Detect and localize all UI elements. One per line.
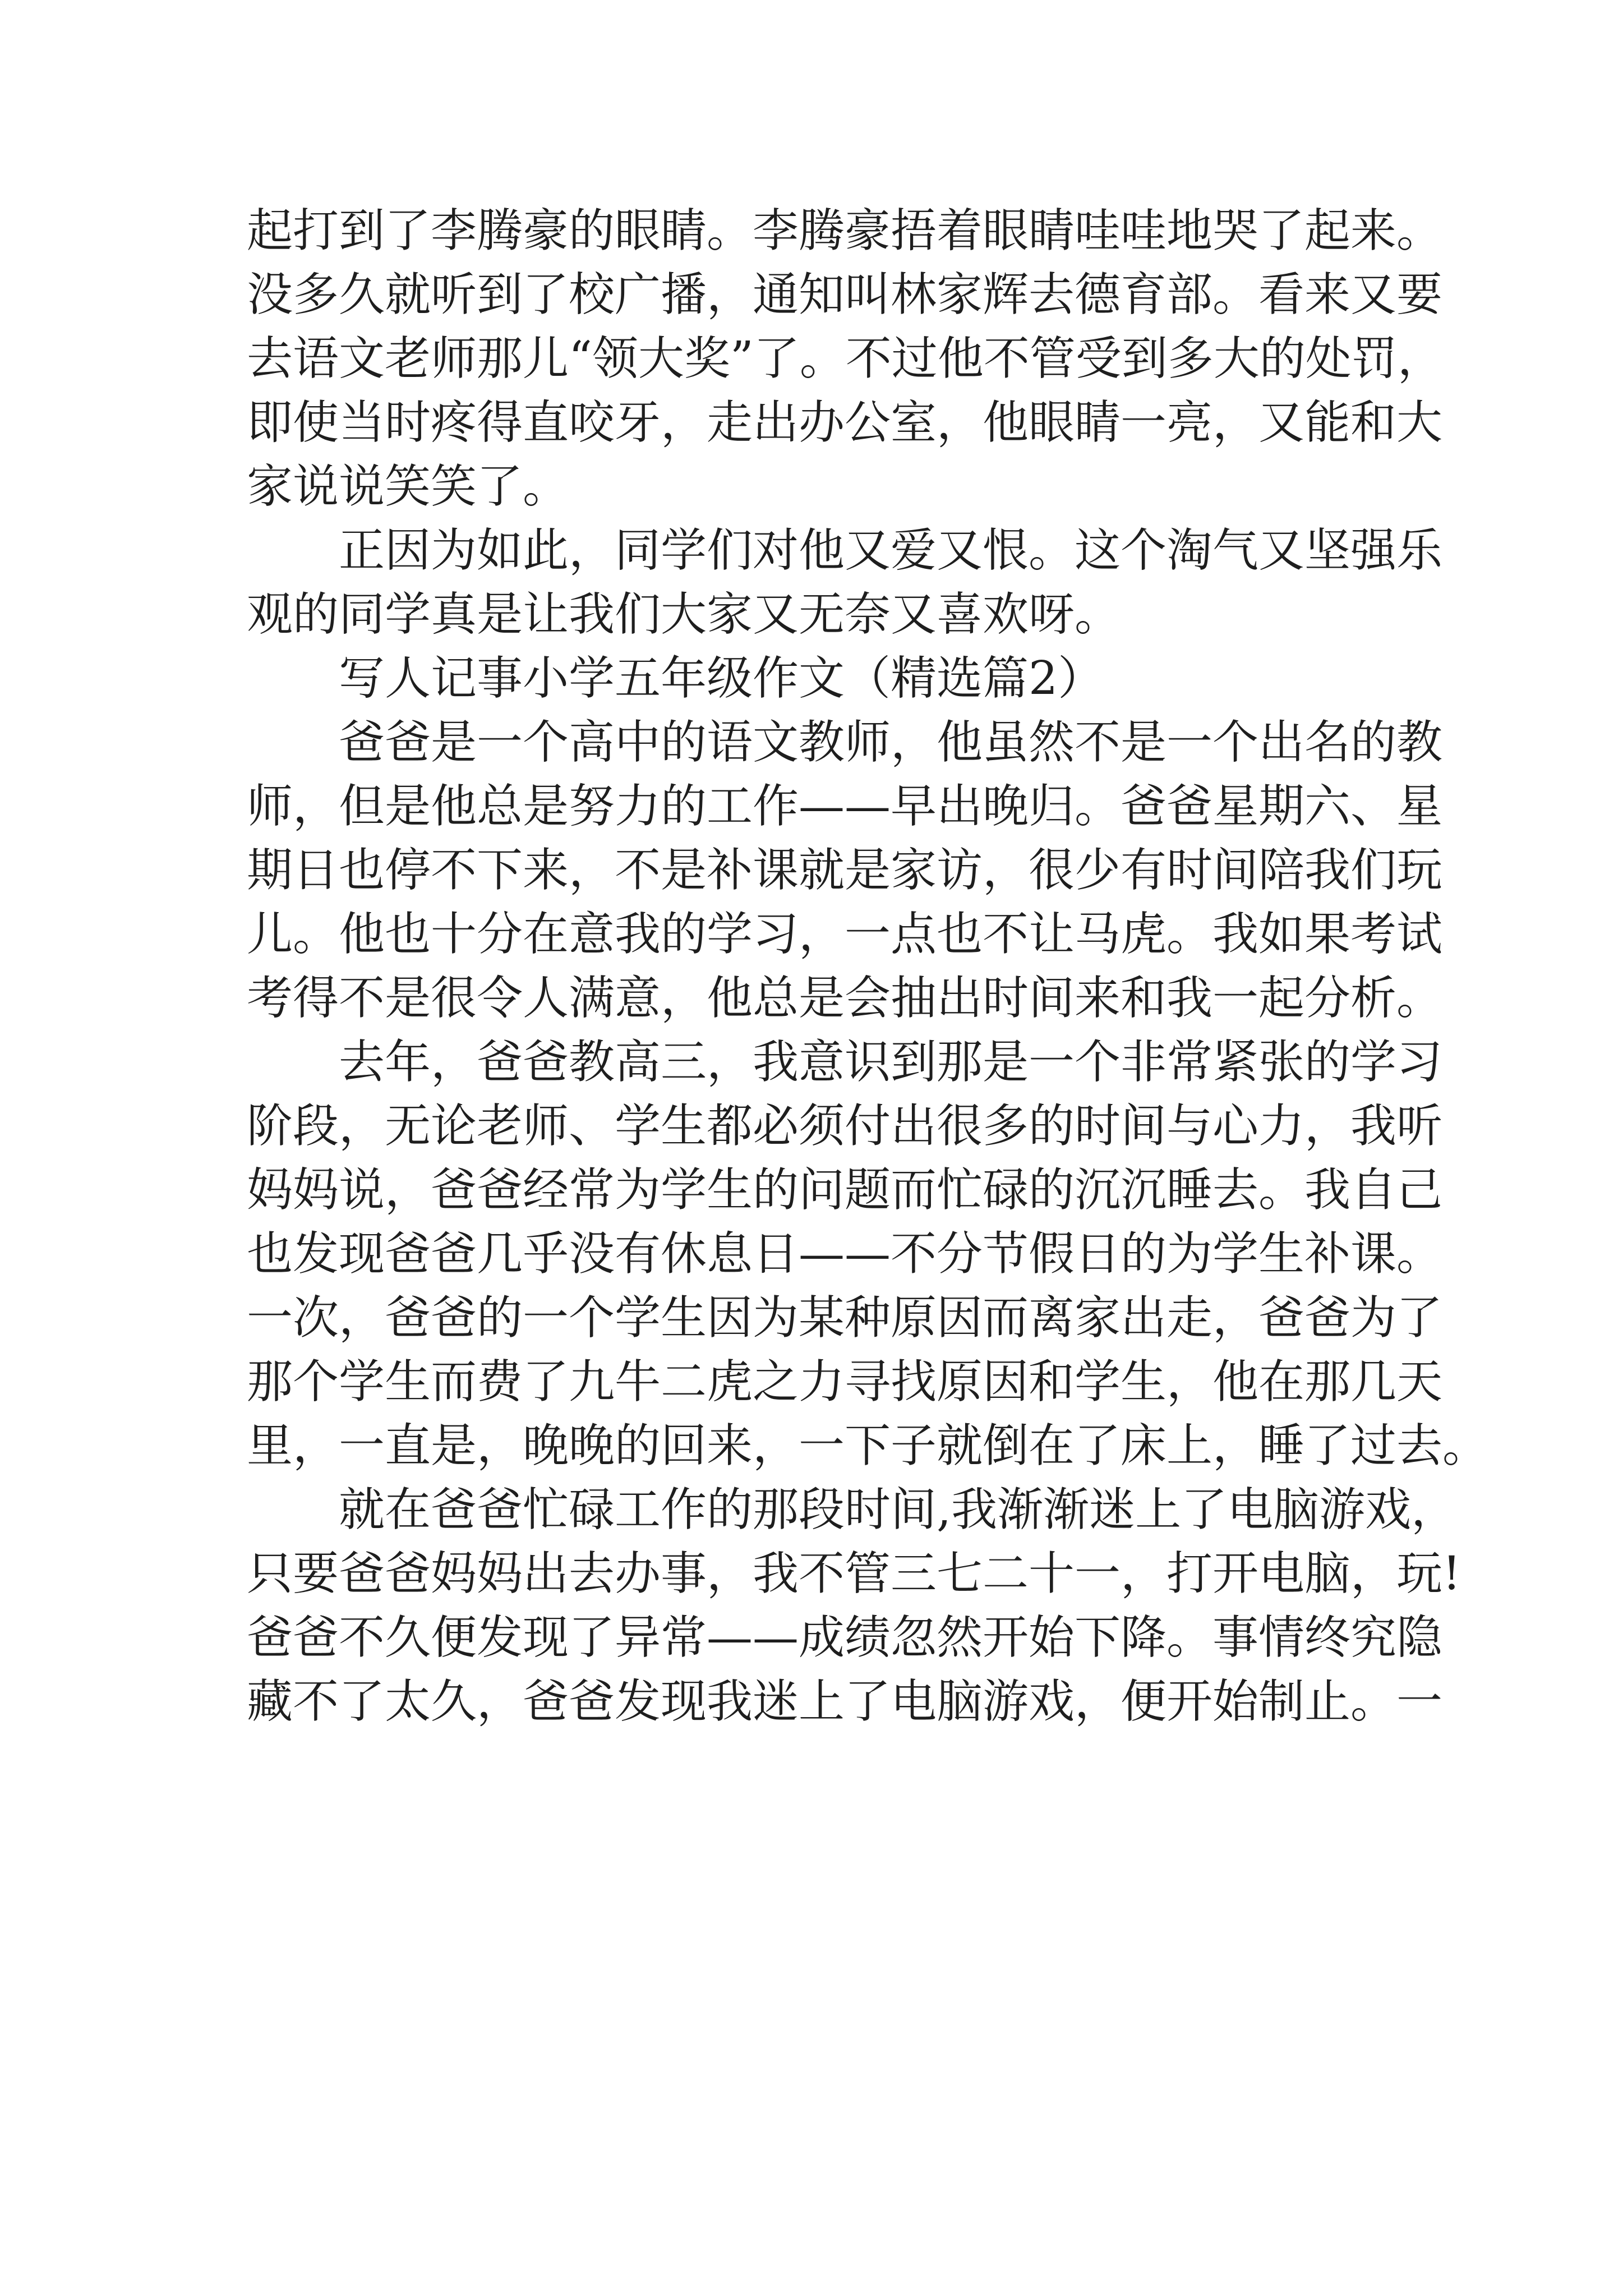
document-body [247,199,1489,1734]
text-line: 阶段，无论老师、学生都必须付出很多的时间与心力，我听 [247,1099,1443,1153]
text-line: 观的同学真是让我们大家又无奈又喜欢呀。 [247,588,1121,641]
text-line: 家说说笑笑了。 [247,460,569,513]
text-line: 即使当时疼得直咬牙，走出办公室，他眼睛一亮，又能和大 [247,396,1443,449]
paragraph-first-line: 去年，爸爸教高三，我意识到那是一个非常紧张的学习 [339,1036,1443,1089]
text-line: 师，但是他总是努力的工作——早出晚归。爸爸星期六、星 [247,780,1443,833]
text-line: 期日也停不下来，不是补课就是家访，很少有时间陪我们玩 [247,844,1443,897]
text-line: 也发现爸爸几乎没有休息日——不分节假日的为学生补课。 [247,1227,1443,1281]
text-line: 妈妈说，爸爸经常为学生的问题而忙碌的沉沉睡去。我自己 [247,1163,1443,1217]
text-line: 没多久就听到了校广播，通知叫林家辉去德育部。看来又要 [247,268,1443,321]
text-line: 只要爸爸妈妈出去办事，我不管三七二十一，打开电脑，玩! [247,1547,1461,1600]
text-line: 起打到了李腾豪的眼睛。李腾豪捂着眼睛哇哇地哭了起来。 [247,204,1443,257]
paragraph-first-line: 爸爸是一个高中的语文教师，他虽然不是一个出名的教 [339,716,1443,769]
text-line: 那个学生而费了九牛二虎之力寻找原因和学生，他在那几天 [247,1355,1443,1409]
text-line: 儿。他也十分在意我的学习，一点也不让马虎。我如果考试 [247,908,1443,961]
text-line: 爸爸不久便发现了异常——成绩忽然开始下降。事情终究隐 [247,1611,1443,1664]
text-line: 一次，爸爸的一个学生因为某种原因而离家出走，爸爸为了 [247,1291,1443,1345]
text-line: 考得不是很令人满意，他总是会抽出时间来和我一起分析。 [247,972,1443,1025]
text-line: 藏不了太久，爸爸发现我迷上了电脑游戏，便开始制止。一 [247,1675,1443,1728]
text-line: 去语文老师那儿“领大奖”了。不过他不管受到多大的处罚， [247,332,1444,385]
section-heading: 写人记事小学五年级作文（精选篇2） [339,652,1104,705]
paragraph-first-line: 就在爸爸忙碌工作的那段时间,我渐渐迷上了电脑游戏， [339,1483,1458,1536]
paragraph-first-line: 正因为如此，同学们对他又爱又恨。这个淘气又坚强乐 [339,524,1443,577]
text-line: 里，一直是，晚晚的回来，一下子就倒在了床上，睡了过去。 [247,1419,1489,1473]
